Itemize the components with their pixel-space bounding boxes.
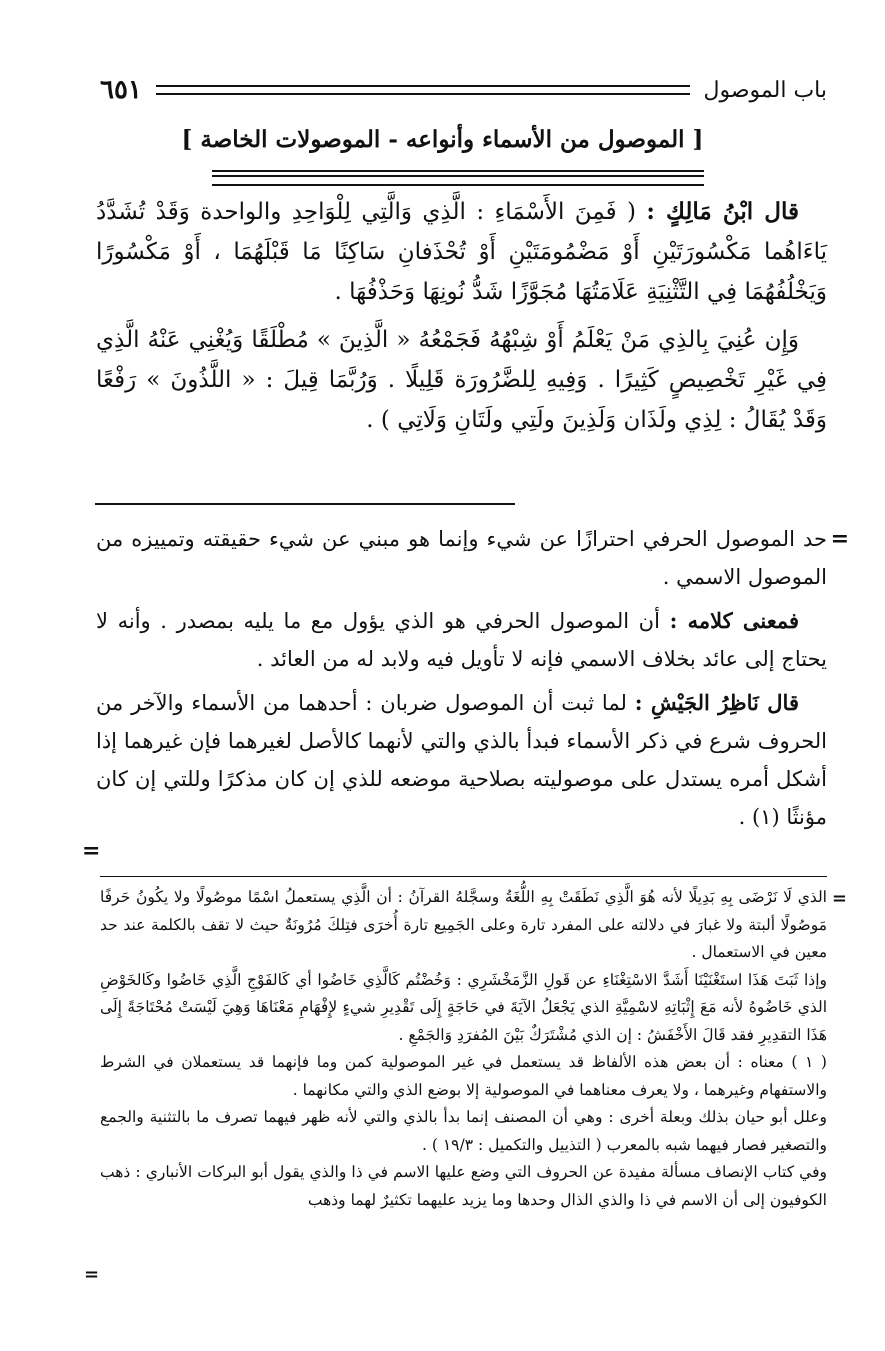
footnote-end-mark: = xyxy=(84,1264,100,1285)
footnote-paragraph: الذي لَا نَرْضَى بِهِ بَدِيلًا لأنه هُوَ الَّذِي نَطَقَتْ بِهِ اللُّغَةُ وسجَّلهُ القرآنُ : أن الَّذِي يستعملُ اسْمًا موصُولًا ولا يكُونُ حَرفًا مَوصُولًا ألبتة ولا غبارَ في دلالته على المفرد تارة وعلى الجَمِيع تارة أُخرَى فتِلكَ مُرُونَةٌ حيث لا تقف بالكلمة عند حد معين في الاستعمال . xyxy=(100,888,827,961)
commentary-author: قال نَاظِرُ الجَيْشِ : xyxy=(634,690,799,715)
commentary-text xyxy=(96,520,827,842)
commentary-paragraph xyxy=(96,602,827,678)
commentary-paragraph xyxy=(96,684,827,836)
header-rule xyxy=(156,85,690,95)
matn-paragraph xyxy=(96,320,827,440)
commentary-paragraph-text: أن الموصول الحرفي هو الذي يؤول مع ما يليه بمصدر . وأنه لا يحتاج إلى عائد بخلاف الاسمي فإنه لا تأويل فيه ولابد له من العائد . xyxy=(96,609,827,671)
section-title: [ الموصول من الأسماء وأنواعه - الموصولات الخاصة ] xyxy=(181,126,704,153)
footnote-paragraph: ( ١ ) معناه : أن بعض هذه الألفاظ قد يستعمل في غير الموصولية كمن وما فإنهما قد يستعملان في الشرط والاستفهام وغيرهما ، ولا يعرف معناهما في الموصولية إلا بوضع الذي والتي مكانهما . xyxy=(100,1053,827,1099)
running-header xyxy=(100,70,827,110)
footnote-start-mark: = xyxy=(831,888,847,909)
chapter-title: باب الموصول xyxy=(703,77,827,103)
continuation-mark-end: = xyxy=(82,838,101,864)
continuation-mark: = xyxy=(830,526,849,552)
commentary-lead: فمعنى كلامه : xyxy=(669,608,800,633)
matn-separator xyxy=(95,503,515,505)
footnote-paragraph: وإذا ثَبَتَ هَذَا استَغْنَيْنَا أَشَدَّ الاسْتِغْنَاءِ عن قَولِ الزَّمَخْشَرِي : وَخُضْتُم كَالَّذِي خَاضُوا أي كَالفَوْجِ الَّذِي خَاضُوا وكَالخَوْضِ الذي خَاضُوهُ لأنه مَعَ إِثْبَاتِهِ لاسْمِيَّةِ الذي يَجْعَلُ الآيَةَ في حَاجَةٍ إِلَى تَقْدِيرِ شيءٍ لإِفْهَامِ مَعْنَاهَا وَهِيَ لَيْسَتْ مُحْتَاجَةً إِلَى هَذَا التقدِيرِ فقد قَالَ الأَخْفَشُ : إن الذي مُشْتَرَكٌ بَيْنَ المُفرَدِ وَالجَمْعِ . xyxy=(100,970,827,1044)
matn-text xyxy=(96,192,827,448)
footnote-paragraph: وفي كتاب الإنصاف مسألة مفيدة عن الحروف التي وضع عليها الاسم في ذا والذي يقول أبو البركات الأنباري : ذهب الكوفيون إلى أن الاسم في ذا والذي الذال وحدها وما يزيد عليهما تكثيرٌ لهما وذهب xyxy=(100,1163,827,1209)
page-number: ٦٥١ xyxy=(100,75,142,105)
title-rule xyxy=(212,170,704,186)
matn-author: قال ابْنُ مَالِكٍ : xyxy=(646,198,799,225)
matn-paragraph xyxy=(96,192,827,312)
footnotes xyxy=(100,884,827,1214)
footnote-separator xyxy=(100,876,827,877)
commentary-paragraph-text: لما ثبت أن الموصول ضربان : أحدهما من الأسماء والآخر من الحروف شرع في ذكر الأسماء فبدأ بالذي والتي لأنهما كالأصل لغيرهما فإن غيرهما إذا أشكل أمره يستدل على موصوليته بصلاحية موضعه للذي إن كان مذكرًا وللتي إن كان مؤنثًا (١) . xyxy=(96,691,827,829)
commentary-paragraph-text: حد الموصول الحرفي احترازًا عن شيء وإنما هو مبني عن شيء حقيقته وتمييزه من الموصول الاسمي . xyxy=(96,527,827,589)
commentary-paragraph xyxy=(96,520,827,596)
matn-paragraph-text: ( فَمِنَ الأَسْمَاءِ : الَّذِي وَالَّتِي لِلْوَاحِدِ والواحدة وَقَدْ تُشَدَّدُ يَاءَاهُما مَكْسُورَتَيْنِ أَوْ مَضْمُومَتَيْنِ أَوْ تُحْذَفانِ سَاكِنًا مَا قَبْلَهُمَا ، أَوْ مَكْسُورًا وَيَخْلُفُهُمَا فِي التَّثْنِيَةِ عَلَامَتُهَا مُجَوَّزًا شَدُّ نُونِهَا وَحَذْفُهَا . xyxy=(96,199,827,305)
footnote-paragraph: وعلل أبو حيان بذلك وبعلة أخرى : وهي أن المصنف إنما بدأ بالذي والتي لأنه ظهر فيهما تصرف ما بالتثنية والجمع والتصغير فصار فيهما شبه بالمعرب ( التذييل والتكميل : ١٩/٣ ) . xyxy=(100,1108,827,1154)
matn-paragraph-text: وَإِن عُنِيَ بِالذِي مَنْ يَعْلَمُ أَوْ شِبْهُهُ فَجَمْعُهُ « الَّذِينَ » مُطْلَقًا وَيُغْنِي عَنْهُ الَّذِي فِي غَيْرِ تَخْصِيصٍ كَثِيرًا . وَفِيهِ لِلضَّرُورَة قَلِيلًا . وَرُبَّمَا قِيلَ : « اللَّذُونَ » رَفْعًا وَقَدْ يُقَالُ : لِذِي ولَذَان وَلَذِينَ ولَتِي ولَتَانِ وَلَاتِي ) . xyxy=(96,327,827,433)
